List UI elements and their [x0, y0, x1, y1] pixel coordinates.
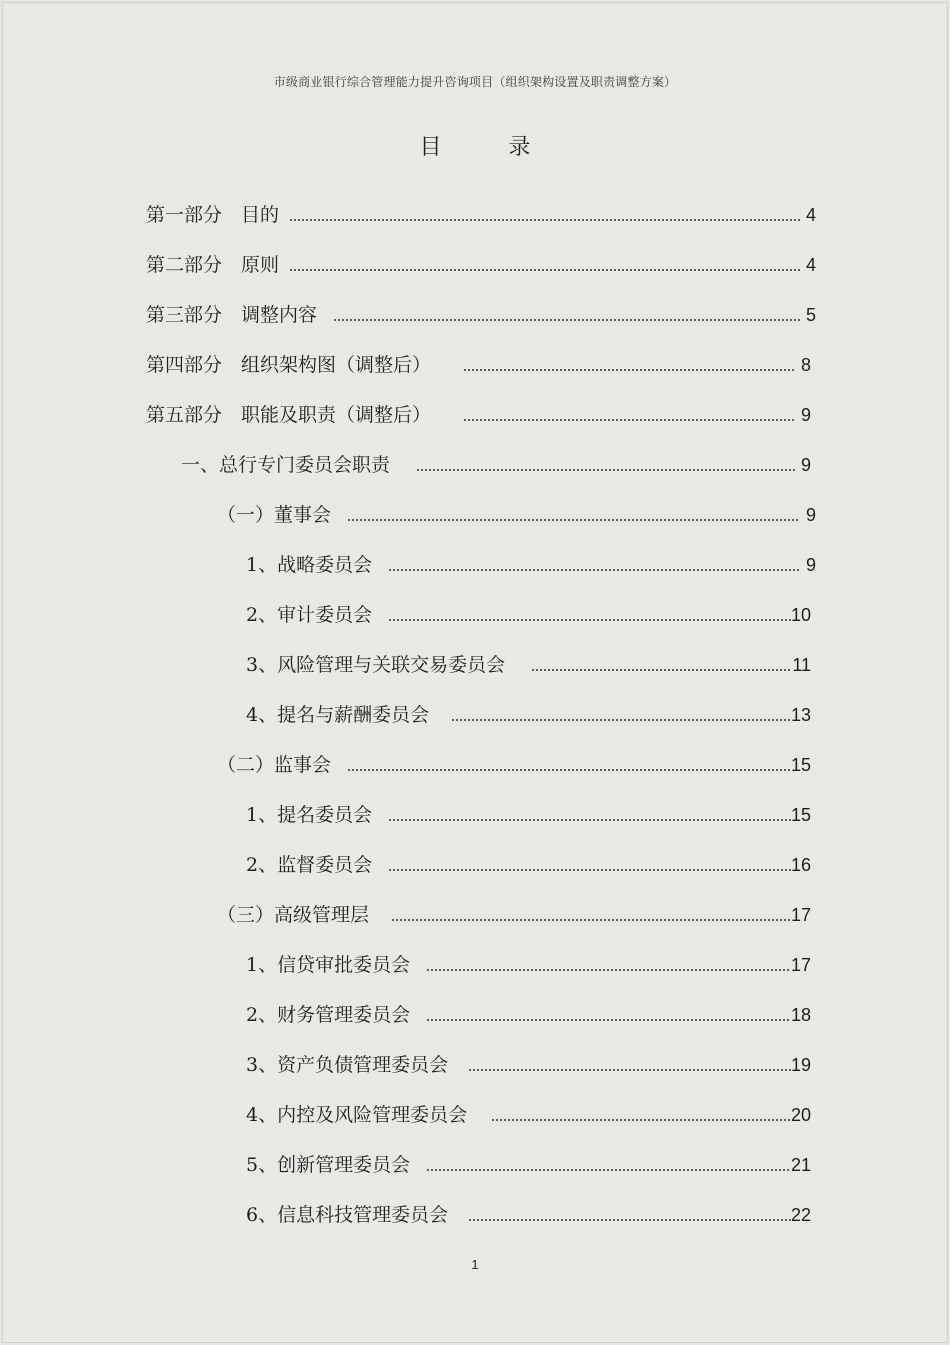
- toc-entry-innovation-committee[interactable]: [246, 1150, 811, 1180]
- toc-entry-label: 一、总行专门委员会职责: [181, 454, 391, 476]
- toc-entry-internal-control-committee[interactable]: [246, 1100, 811, 1130]
- toc-entry-page: 17: [790, 955, 811, 975]
- toc-entry-page: 13: [790, 705, 811, 725]
- toc-entry-part-2[interactable]: [146, 250, 816, 280]
- toc-leader-dots: [426, 1019, 791, 1021]
- toc-entry-page: 11: [792, 655, 811, 675]
- toc-entry-strategy-committee[interactable]: [246, 550, 816, 580]
- toc-leader-dots: [426, 969, 791, 971]
- toc-entry-it-committee[interactable]: [246, 1200, 811, 1230]
- toc-entry-label: 2、监督委员会: [246, 854, 373, 876]
- toc-leader-dots: [531, 669, 792, 671]
- toc-title: 目 录: [419, 135, 561, 160]
- toc-entry-page: 21: [790, 1155, 811, 1175]
- toc-leader-dots: [491, 1119, 791, 1121]
- toc-leader-dots: [333, 319, 800, 321]
- toc-leader-dots: [388, 619, 791, 621]
- toc-entry-part-5[interactable]: [146, 400, 811, 430]
- running-header: 市级商业银行综合管理能力提升咨询项目（组织架构设置及职责调整方案）: [273, 75, 677, 89]
- toc-entry-page: 9: [800, 405, 811, 425]
- toc-entry-nomination-committee[interactable]: [246, 800, 811, 830]
- toc-entry-label: 1、战略委员会: [246, 554, 373, 576]
- toc-entry-page: 8: [800, 355, 811, 375]
- toc-entry-risk-committee[interactable]: [246, 650, 811, 680]
- toc-entry-label: 2、财务管理委员会: [246, 1004, 411, 1026]
- toc-entry-page: 9: [805, 505, 816, 525]
- toc-entry-supervision-committee[interactable]: [246, 850, 811, 880]
- toc-entry-label: 6、信息科技管理委员会: [246, 1204, 449, 1226]
- toc-entry-label: 1、提名委员会: [246, 804, 373, 826]
- toc-leader-dots: [426, 1169, 791, 1171]
- toc-leader-dots: [388, 569, 800, 571]
- toc-entry-label: 5、创新管理委员会: [246, 1154, 411, 1176]
- toc-entry-label: 3、风险管理与关联交易委员会: [246, 654, 506, 676]
- toc-leader-dots: [388, 869, 791, 871]
- toc-leader-dots: [463, 369, 795, 371]
- toc-entry-page: 16: [790, 855, 811, 875]
- toc-entry-label: （二）监事会: [217, 754, 332, 776]
- toc-entry-page: 19: [790, 1055, 811, 1075]
- toc-entry-page: 17: [790, 905, 811, 925]
- toc-entry-supervisory-board[interactable]: [217, 750, 811, 780]
- toc-entry-label: （三）高级管理层: [217, 904, 370, 926]
- toc-entry-label: 第三部分 调整内容: [146, 304, 318, 326]
- toc-entry-label: 4、提名与薪酬委员会: [246, 704, 430, 726]
- toc-entry-label: 第一部分 目的: [146, 204, 280, 226]
- toc-leader-dots: [347, 769, 791, 771]
- toc-entry-finance-committee[interactable]: [246, 1000, 811, 1030]
- toc-entry-page: 9: [800, 455, 811, 475]
- toc-entry-page: 5: [805, 305, 816, 325]
- toc-entry-page: 4: [805, 255, 816, 275]
- toc-entry-page: 18: [790, 1005, 811, 1025]
- page-number: 1: [471, 1257, 479, 1272]
- toc-entry-label: 4、内控及风险管理委员会: [246, 1104, 468, 1126]
- toc-entry-section-1[interactable]: [181, 450, 811, 480]
- toc-entry-page: 15: [790, 755, 811, 775]
- toc-entry-label: 1、信贷审批委员会: [246, 954, 411, 976]
- toc-entry-senior-management[interactable]: [217, 900, 811, 930]
- toc-entry-alm-committee[interactable]: [246, 1050, 811, 1080]
- toc-leader-dots: [468, 1219, 791, 1221]
- toc-entry-page: 20: [790, 1105, 811, 1125]
- toc-entry-credit-approval-committee[interactable]: [246, 950, 811, 980]
- toc-entry-page: 15: [790, 805, 811, 825]
- toc-entry-label: 2、审计委员会: [246, 604, 373, 626]
- toc-leader-dots: [388, 819, 791, 821]
- toc-entry-label: 第四部分 组织架构图（调整后）: [146, 354, 432, 376]
- toc-entry-part-1[interactable]: [146, 200, 816, 230]
- toc-leader-dots: [347, 519, 800, 521]
- toc-entry-label: 第五部分 职能及职责（调整后）: [146, 404, 432, 426]
- toc-leader-dots: [289, 219, 800, 221]
- toc-entry-nomination-compensation-committee[interactable]: [246, 700, 811, 730]
- toc-entry-label: （一）董事会: [217, 504, 332, 526]
- toc-leader-dots: [416, 469, 795, 471]
- toc-leader-dots: [289, 269, 800, 271]
- toc-entry-label: 3、资产负债管理委员会: [246, 1054, 449, 1076]
- toc-entry-part-3[interactable]: [146, 300, 816, 330]
- toc-entry-audit-committee[interactable]: [246, 600, 811, 630]
- toc-leader-dots: [468, 1069, 791, 1071]
- toc-entry-page: 10: [790, 605, 811, 625]
- toc-entry-board[interactable]: [217, 500, 816, 530]
- toc-entry-page: 22: [790, 1205, 811, 1225]
- toc-entry-page: 9: [805, 555, 816, 575]
- toc-leader-dots: [391, 919, 791, 921]
- toc-leader-dots: [463, 419, 795, 421]
- toc-leader-dots: [451, 719, 791, 721]
- toc-entry-page: 4: [805, 205, 816, 225]
- toc-entry-label: 第二部分 原则: [146, 254, 280, 276]
- document-page: [2, 2, 948, 1343]
- toc-entry-part-4[interactable]: [146, 350, 811, 380]
